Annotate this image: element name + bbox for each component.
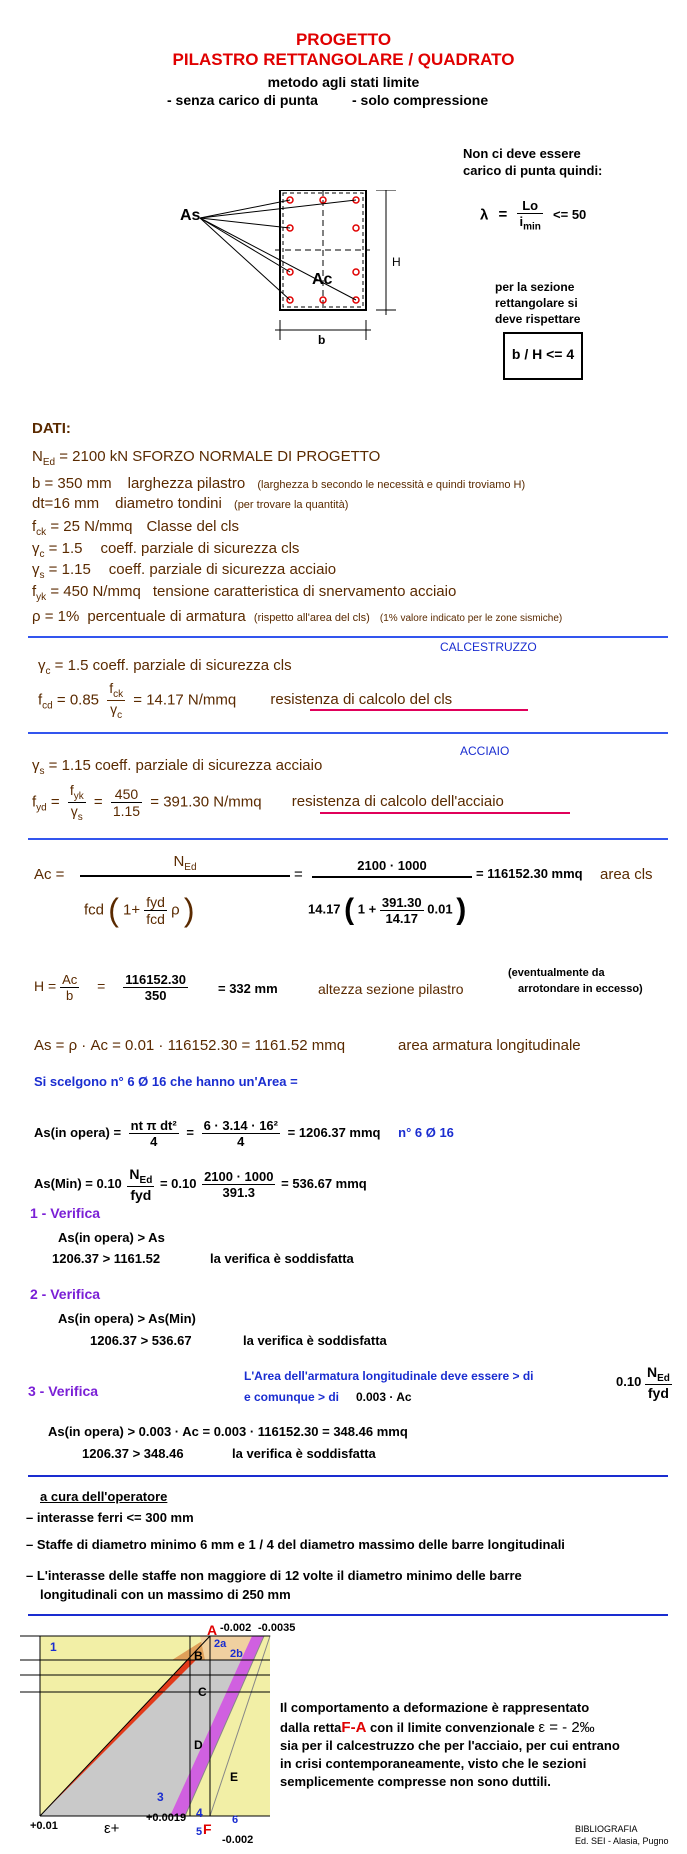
operatore-heading: a cura dell'operatore — [40, 1489, 168, 1504]
dati-b: b = 350 mm larghezza pilastro (larghezza b secondo le necessità e quindi troviamo H) — [32, 475, 526, 492]
strain-zone-3: 3 — [157, 1790, 164, 1804]
acciaio-fyd-formula: $f_{yd}$ = $\frac{f_{yk}}{\gamma_s}$ = $\frac{450}{1.15}$ = 391.30 N/mmq resistenza di calcolo dell'acciaio — [32, 782, 504, 823]
verifica-3-note2: e comunque > di — [244, 1390, 340, 1404]
strain-point-e: E — [230, 1770, 239, 1784]
strain-point-d: D — [194, 1738, 203, 1752]
verifica-1-heading: 1 - Verifica — [30, 1205, 101, 1221]
aso-formula: As(in opera) = $\frac{\text{nt π dt²}}{4}$ = $\frac{\text{6 · 3.14 · 16²}}{4}$ = 1206.37 mmq n° 6 Ø 16 — [34, 1118, 454, 1149]
section-diagram — [170, 190, 420, 390]
diagram-ac-label: Ac — [312, 271, 333, 288]
verifica-1-values: 1206.37 > 1161.52 — [52, 1251, 161, 1266]
ac-lhs: Ac = — [34, 866, 65, 883]
bibliografia-heading: BIBLIOGRAFIA — [575, 1824, 638, 1834]
separator-2 — [28, 732, 668, 734]
separator-1 — [28, 636, 668, 638]
verifica-3-values: 1206.37 > 348.46 — [82, 1446, 184, 1461]
asmin-formula: As(Min) = 0.10 $\frac{N_{Ed}}{\text{fyd}}$ = 0.10 $\frac{2100 \cdot 1000}{391.3}$ = 536.67 mmq — [34, 1166, 367, 1203]
diagram-h-label: H — [392, 255, 401, 269]
strain-epsilon-label: ε+ — [104, 1820, 120, 1837]
bars-choice: Si scelgono n° 6 Ø 16 che hanno un'Area = — [34, 1074, 298, 1089]
strain-tick-00019: +0.0019 — [146, 1812, 187, 1824]
strain-text-1: Il comportamento a deformazione è rappresentato — [280, 1700, 590, 1715]
strain-point-c: C — [198, 1685, 207, 1699]
ac-den-value: 14.17 ( 1 + $\frac{391.30}{14.17}$ 0.01 ) — [308, 893, 467, 926]
diagram-as-label: As — [180, 207, 201, 224]
verifica-3-result: la verifica è soddisfatta — [232, 1446, 376, 1461]
ac-num-value: 2100 · 1000 — [357, 858, 427, 873]
strain-text-4: in crisi contemporaneamente, visto che le sezioni — [280, 1756, 587, 1771]
fyd-underline — [320, 812, 570, 814]
subtitle-solo-compressione: - solo compressione — [352, 92, 489, 108]
fcd-underline — [310, 709, 528, 711]
section-acciaio: ACCIAIO — [460, 744, 510, 758]
verifica-1-cond: As(in opera) > As — [58, 1230, 165, 1245]
ac-eq: = — [294, 866, 303, 883]
title-pilastro: PILASTRO RETTANGOLARE / QUADRATO — [172, 50, 515, 69]
dati-dt: dt=16 mm diametro tondini (per trovare la quantità) — [32, 495, 349, 512]
ac-numerator: $N_{Ed}$ — [173, 853, 197, 873]
strain-text-2: dalla rettaF-A con il limite convenzionale ε = - 2‰ — [280, 1719, 595, 1736]
ac-result: = 116152.30 mmq — [476, 866, 583, 881]
as-desc: area armatura longitudinale — [398, 1037, 581, 1054]
diagram-b-label: b — [318, 333, 326, 347]
separator-3 — [28, 838, 668, 840]
ac-value-bar — [312, 876, 472, 878]
verifica-2-values: 1206.37 > 536.67 — [90, 1333, 192, 1348]
dati-rho: ρ = 1% percentuale di armatura (rispetto all'area del cls) (1% valore indicato per le zone sismiche) — [32, 608, 563, 625]
note-line1: Non ci deve essere — [463, 146, 581, 161]
dati-heading: DATI: — [32, 420, 71, 437]
note-line2: carico di punta quindi: — [463, 163, 603, 178]
note-sez1: per la sezione — [495, 280, 575, 294]
separator-5 — [28, 1614, 668, 1616]
strain-zone-1: 1 — [50, 1640, 57, 1654]
verifica-3-heading: 3 - Verifica — [28, 1383, 99, 1399]
verifica-2-result: la verifica è soddisfatta — [243, 1333, 387, 1348]
dati-ned: $N_{Ed} = 2100$ kN SFORZO NORMALE DI PROGETTO — [32, 448, 381, 468]
dati-fck: $f_{ck} = 25$ N/mmq Classe del cls — [32, 518, 240, 538]
note-sez3: deve rispettare — [495, 312, 581, 326]
strain-diagram — [20, 1620, 290, 1835]
operatore-item-1: – interasse ferri <= 300 mm — [26, 1510, 194, 1525]
section-calcestruzzo: CALCESTRUZZO — [440, 640, 537, 654]
strain-point-f: F — [203, 1821, 212, 1837]
ratio-text: b / H <= 4 — [511, 346, 575, 362]
subtitle-senza-carico: - senza carico di punta — [167, 92, 318, 108]
ac-fraction-bar — [80, 875, 290, 877]
bibliografia-source: Ed. SEI - Alasia, Pugno — [575, 1836, 669, 1846]
strain-tick-00035: -0.0035 — [258, 1622, 296, 1634]
dati-gamma-c: $\gamma_c = 1.5$ coeff. parziale di sicurezza cls — [32, 540, 300, 560]
h-desc: altezza sezione pilastro — [318, 981, 464, 997]
separator-4 — [28, 1475, 668, 1477]
strain-zone-2a: 2a — [214, 1638, 227, 1650]
verifica-3-fraction: 0.10 $\frac{N_{Ed}}{\text{fyd}}$ — [616, 1364, 670, 1401]
acciaio-gamma-s: $\gamma_s = 1.15$ coeff. parziale di sicurezza acciaio — [32, 757, 323, 777]
strain-point-b: B — [194, 1649, 203, 1663]
strain-tick-0002-top: -0.002 — [220, 1622, 252, 1634]
strain-text-5: semplicemente compresse non sono duttili. — [280, 1774, 551, 1789]
strain-zone-2b: 2b — [230, 1648, 243, 1660]
verifica-1-result: la verifica è soddisfatta — [210, 1251, 354, 1266]
ac-denominator: fcd ( 1+ $\frac{\text{fyd}}{\text{fcd}}$ ρ ) — [84, 892, 195, 928]
operatore-item-3b: longitudinali con un massimo di 250 mm — [40, 1587, 291, 1602]
lambda-formula: λ = $\frac{Lo}{i_{min}}$ <= 50 — [480, 198, 587, 233]
cls-fcd-formula: $f_{cd} = 0.85$ $\frac{f_{ck}}{\gamma_c}$ = 14.17 N/mmq resistenza di calcolo del cls — [38, 680, 453, 721]
verifica-3-cond: As(in opera) > 0.003 · Ac = 0.003 · 116152.30 = 348.46 mmq — [48, 1424, 408, 1439]
h-note1: (eventualmente da — [508, 967, 605, 979]
verifica-2-cond: As(in opera) > As(Min) — [58, 1311, 196, 1326]
strain-zone-5: 5 — [196, 1826, 203, 1838]
title-progetto: PROGETTO — [295, 30, 392, 49]
dati-fyk: $f_{yk} = 450$ N/mmq tensione caratteristica di snervamento acciaio — [32, 583, 457, 603]
subtitle-metodo: metodo agli stati limite — [267, 74, 420, 90]
strain-text-3: sia per il calcestruzzo che per l'acciaio, per cui entrano — [280, 1738, 620, 1753]
as-line: As = ρ · Ac = 0.01 · 116152.30 = 1161.52 mmq — [34, 1037, 346, 1054]
note-sez2: rettangolare si — [495, 296, 578, 310]
strain-tick-001: +0.01 — [30, 1820, 58, 1832]
strain-zone-4: 4 — [196, 1806, 203, 1820]
h-note2: arrotondare in eccesso) — [518, 983, 643, 995]
h-result: = 332 mm — [218, 981, 278, 996]
dati-gamma-s: $\gamma_s = 1.15$ coeff. parziale di sicurezza acciaio — [32, 561, 337, 581]
cls-gamma-c: $\gamma_c = 1.5$ coeff. parziale di sicurezza cls — [38, 657, 292, 677]
verifica-2-heading: 2 - Verifica — [30, 1286, 101, 1302]
verifica-3-003: 0.003 · Ac — [356, 1390, 412, 1404]
operatore-item-2: – Staffe di diametro minimo 6 mm e 1 / 4 del diametro massimo delle barre longitudinali — [26, 1537, 565, 1552]
strain-tick-0002-bottom: -0.002 — [222, 1834, 254, 1846]
operatore-item-3a: – L'interasse delle staffe non maggiore di 12 volte il diametro minimo delle barre — [26, 1568, 522, 1583]
strain-point-a: A — [207, 1622, 218, 1638]
h-formula: H = $\frac{Ac}{b}$ = $\frac{116152.30}{350}$ — [34, 972, 186, 1003]
ac-desc: area cls — [600, 866, 653, 883]
verifica-3-note1: L'Area dell'armatura longitudinale deve essere > di — [244, 1369, 534, 1383]
strain-zone-6: 6 — [232, 1814, 239, 1826]
